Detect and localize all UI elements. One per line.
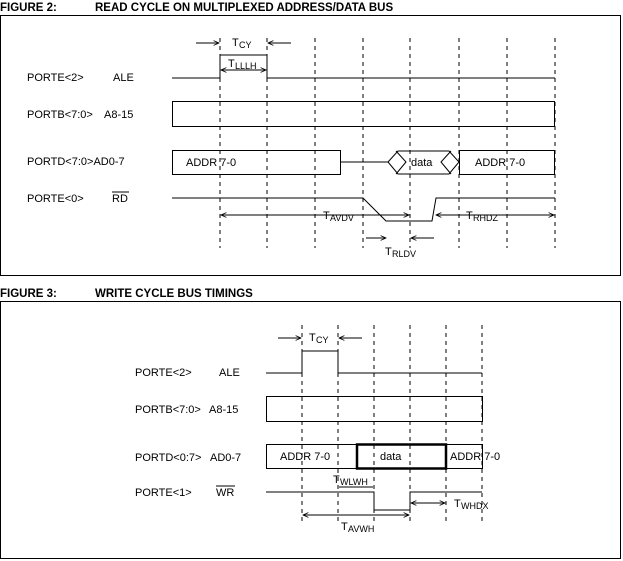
svg-text:RHDZ: RHDZ xyxy=(473,213,498,223)
f2-addr-right-label: ADDR 7-0 xyxy=(475,157,526,169)
f3-signal-a8-15: A8-15 xyxy=(209,404,239,416)
svg-text:CY: CY xyxy=(239,40,252,50)
svg-text:T: T xyxy=(232,37,239,49)
f3-ale-waveform xyxy=(266,351,482,373)
f3-signal-ad0-7: AD0-7 xyxy=(210,452,242,464)
svg-text:AVDV: AVDV xyxy=(330,213,354,223)
svg-text:AVWH: AVWH xyxy=(348,524,375,534)
f2-signal-portd: PORTD<7:0>AD0-7 xyxy=(27,156,125,168)
svg-text:T: T xyxy=(385,246,392,258)
f3-signal-porte1: PORTE<1> xyxy=(135,487,192,499)
svg-text:CY: CY xyxy=(316,335,329,345)
figure-2-gridlines xyxy=(220,38,555,248)
svg-text:T: T xyxy=(333,474,340,486)
f2-signal-ale: ALE xyxy=(113,72,134,84)
figure-3-title: WRITE CYCLE BUS TIMINGS xyxy=(95,288,253,300)
figure-2 xyxy=(0,2,621,276)
f2-signal-a8-15: A8-15 xyxy=(104,109,134,121)
f3-addr-right-label: ADDR 7-0 xyxy=(450,451,501,463)
f3-tavwh-annotation xyxy=(303,515,409,534)
f2-trldv-annotation xyxy=(366,238,434,259)
f3-signal-ale: ALE xyxy=(219,367,240,379)
f3-data-label: data xyxy=(380,451,402,463)
f3-data-cell xyxy=(357,445,446,469)
svg-text:LLLH: LLLH xyxy=(235,61,257,71)
svg-text:WLWH: WLWH xyxy=(340,477,368,487)
svg-text:RLDV: RLDV xyxy=(392,249,417,259)
svg-text:T: T xyxy=(341,521,348,533)
f3-wr-waveform xyxy=(266,492,482,510)
f3-twlwh-annotation xyxy=(333,474,373,487)
f2-tlllh-annotation xyxy=(221,58,266,71)
f3-tcy-annotation xyxy=(278,332,362,345)
svg-text:T: T xyxy=(454,498,461,510)
svg-text:WHDX: WHDX xyxy=(461,501,489,511)
f3-addr-left-label: ADDR 7-0 xyxy=(280,451,331,463)
f2-signal-rd: RD xyxy=(112,193,128,205)
f3-twhdx-annotation xyxy=(411,498,489,511)
f2-addr-left-label: ADDR 7-0 xyxy=(186,157,237,169)
f3-signal-portd: PORTD<0:7> xyxy=(135,452,202,464)
svg-text:T: T xyxy=(323,210,330,222)
f3-signal-porte2: PORTE<2> xyxy=(135,367,192,379)
figure-2-title: READ CYCLE ON MULTIPLEXED ADDRESS/DATA BUS xyxy=(95,2,394,14)
f2-data-label: data xyxy=(411,157,433,169)
figure-3-number: FIGURE 3: xyxy=(0,288,57,300)
svg-text:T: T xyxy=(466,210,473,222)
f2-signal-porte2: PORTE<2> xyxy=(27,72,84,84)
f3-signal-wr: WR xyxy=(216,487,235,499)
f2-signal-porte0: PORTE<0> xyxy=(27,193,84,205)
f2-tcy-annotation xyxy=(196,37,291,50)
f2-signal-portb: PORTB<7:0> xyxy=(27,109,93,121)
svg-text:T: T xyxy=(309,332,316,344)
f3-signal-portb: PORTB<7:0> xyxy=(135,404,201,416)
svg-text:T: T xyxy=(228,58,235,70)
figure-2-frame xyxy=(1,16,621,276)
figure-3 xyxy=(0,288,621,559)
figure-2-number: FIGURE 2: xyxy=(0,2,57,14)
f2-trhdz-annotation xyxy=(436,210,554,223)
